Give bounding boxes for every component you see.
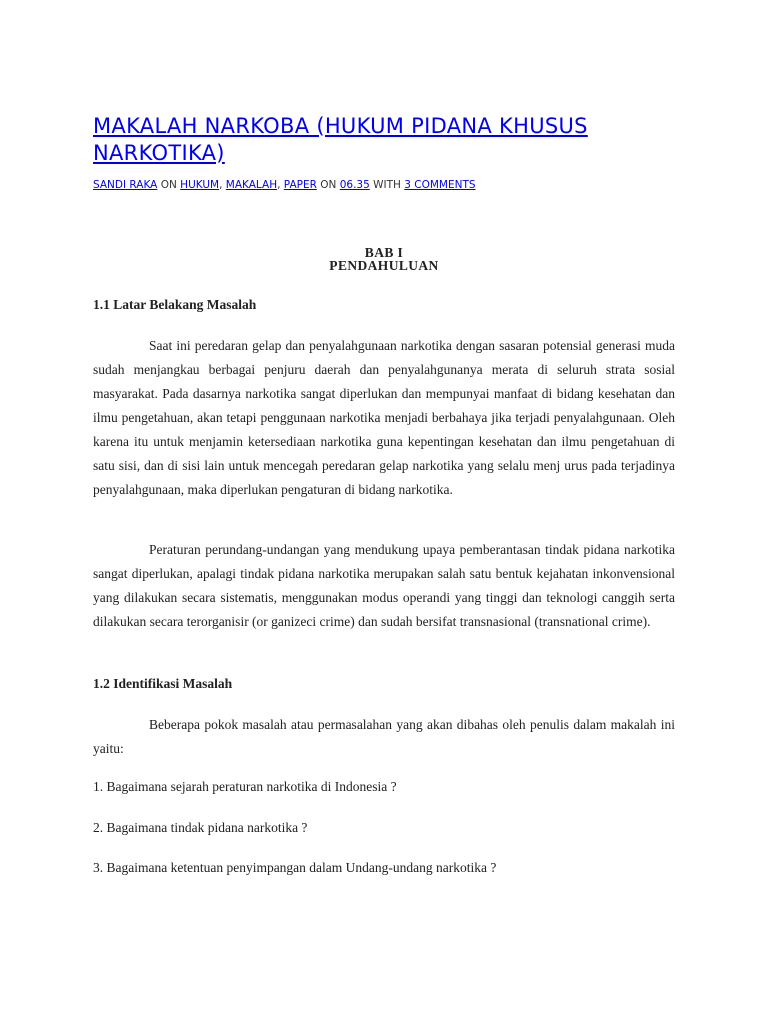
paragraph-identifikasi: Beberapa pokok masalah atau permasalahan yang akan dibahas oleh penulis dalam makalah ini yaitu: xyxy=(93,717,675,756)
section-heading-1-1: 1.1 Latar Belakang Masalah xyxy=(93,297,257,312)
paragraph-latar-belakang-1: Saat ini peredaran gelap dan penyalahgunaan narkotika dengan sasaran potensial generasi muda sudah menjangkau berbagai penjuru daerah dan penyalahgunanya merata di seluruh strata sosial masyarakat. Pada dasarnya narkotika sangat diperlukan dan mempunyai manfaat di bidang kesehatan dan ilmu pengetahuan, akan tetapi penggunaan narkotika menjadi berbahaya jika terjadi penyalahgunaan. Oleh karena itu untuk menjamin ketersediaan narkotika guna kepentingan kesehatan dan ilmu pengetahuan di satu sisi, dan di sisi lain untuk mencegah peredaran gelap narkotika yang selalu menj urus pada terjadinya penyalahgunaan, maka diperlukan pengaturan di bidang narkotika. xyxy=(93,338,675,497)
section-heading-1-2: 1.2 Identifikasi Masalah xyxy=(93,676,233,691)
post-title-link[interactable]: MAKALAH NARKOBA (HUKUM PIDANA KHUSUS NARKOTIKA) xyxy=(93,114,588,165)
post-time-link[interactable]: 06.35 xyxy=(339,179,370,191)
meta-with-label: WITH xyxy=(373,179,401,191)
list-item: 1. Bagaimana sejarah peraturan narkotika di Indonesia ? xyxy=(93,779,397,794)
category-link-hukum[interactable]: HUKUM xyxy=(180,179,220,191)
author-link[interactable]: SANDI RAKA xyxy=(93,179,158,191)
meta-on-label: ON xyxy=(160,179,177,191)
list-item: 2. Bagaimana tindak pidana narkotika ? xyxy=(93,820,308,835)
comments-link[interactable]: 3 COMMENTS xyxy=(404,179,476,191)
chapter-title: PENDAHULUAN xyxy=(329,258,439,273)
list-item: 3. Bagaimana ketentuan penyimpangan dalam Undang-undang narkotika ? xyxy=(93,860,497,875)
post-meta: SANDI RAKA ON HUKUM, MAKALAH, PAPER ON 06.35 WITH 3 COMMENTS xyxy=(93,179,476,191)
category-link-paper[interactable]: PAPER xyxy=(283,179,317,191)
paragraph-latar-belakang-2: Peraturan perundang-undangan yang mendukung upaya pemberantasan tindak pidana narkotika sangat diperlukan, apalagi tindak pidana narkotika merupakan salah satu bentuk kejahatan inkonvensional yang dilakukan secara sistematis, menggunakan modus operandi yang tinggi dan teknologi canggih serta dilakukan secara terorganisir (or ganizeci crime) dan sudah bersifat transnasional (transnational crime). xyxy=(93,542,675,629)
chapter-number: BAB I xyxy=(364,245,404,260)
category-link-makalah[interactable]: MAKALAH xyxy=(225,179,278,191)
meta-time-label: ON xyxy=(320,179,337,191)
